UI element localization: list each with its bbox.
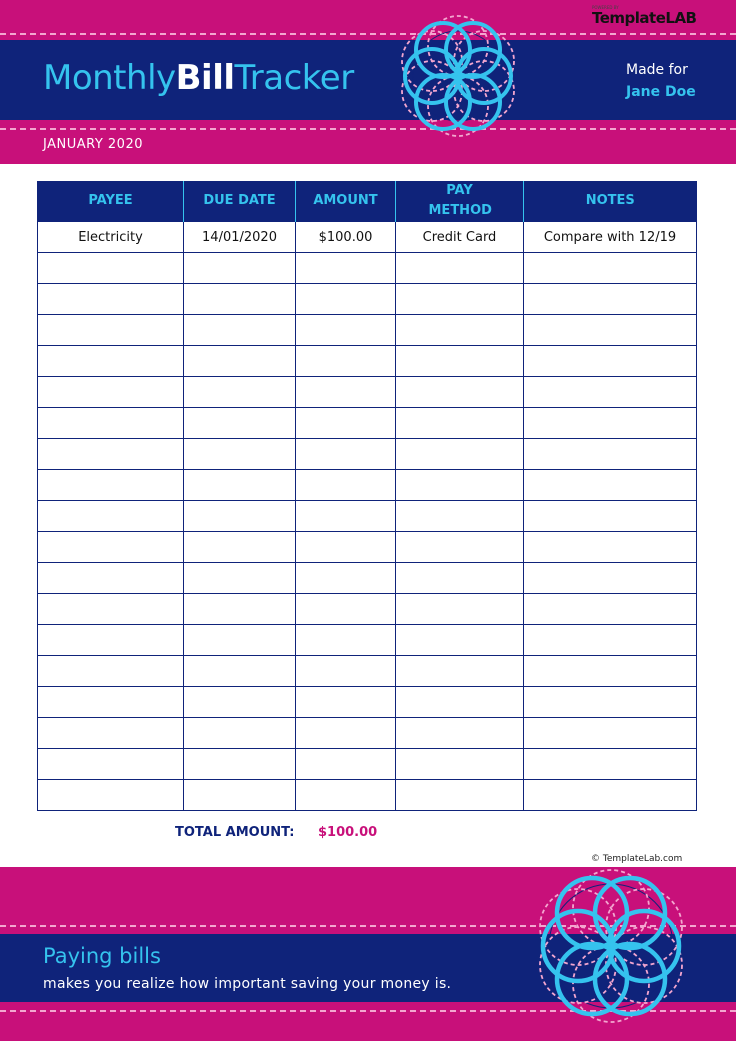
cell-due-date[interactable]	[184, 346, 296, 377]
table-row	[38, 284, 697, 315]
column-header-notes: NOTES	[524, 181, 697, 222]
cell-amount[interactable]	[296, 346, 396, 377]
cell-payee[interactable]	[38, 532, 184, 563]
cell-payee[interactable]	[38, 501, 184, 532]
table-row	[38, 594, 697, 625]
cell-notes[interactable]	[524, 687, 697, 718]
cell-due-date[interactable]	[184, 532, 296, 563]
header-dash-bottom	[0, 128, 736, 130]
cell-notes[interactable]	[524, 439, 697, 470]
cell-notes[interactable]	[524, 563, 697, 594]
column-header-amount: AMOUNT	[296, 181, 396, 222]
cell-due-date[interactable]	[184, 780, 296, 811]
cell-payee[interactable]	[38, 625, 184, 656]
cell-pay-method[interactable]	[396, 408, 524, 439]
cell-due-date[interactable]	[184, 749, 296, 780]
table-header-row	[38, 181, 697, 222]
cell-notes[interactable]	[524, 625, 697, 656]
cell-notes[interactable]: Compare with 12/19	[524, 222, 697, 253]
table-row	[38, 253, 697, 284]
table-row	[38, 377, 697, 408]
cell-notes[interactable]	[524, 594, 697, 625]
column-header-due-date: DUE DATE	[184, 181, 296, 222]
month-label: JANUARY 2020	[43, 137, 143, 152]
cell-due-date[interactable]	[184, 563, 296, 594]
table-row	[38, 749, 697, 780]
cell-notes[interactable]	[524, 315, 697, 346]
cell-payee[interactable]	[38, 718, 184, 749]
cell-pay-method[interactable]	[396, 532, 524, 563]
total-amount-value: $100.00	[318, 825, 378, 840]
cell-amount[interactable]	[296, 625, 396, 656]
cell-payee[interactable]	[38, 749, 184, 780]
cell-pay-method[interactable]	[396, 439, 524, 470]
cell-amount[interactable]	[296, 532, 396, 563]
table-row	[38, 656, 697, 687]
table-row	[38, 470, 697, 501]
cell-due-date[interactable]	[184, 439, 296, 470]
cell-payee[interactable]	[38, 377, 184, 408]
cell-amount[interactable]	[296, 749, 396, 780]
cell-notes[interactable]	[524, 284, 697, 315]
cell-amount[interactable]	[296, 656, 396, 687]
cell-due-date[interactable]	[184, 284, 296, 315]
cell-due-date[interactable]	[184, 408, 296, 439]
cell-due-date[interactable]	[184, 253, 296, 284]
cell-notes[interactable]	[524, 780, 697, 811]
cell-amount[interactable]	[296, 377, 396, 408]
cell-payee[interactable]	[38, 687, 184, 718]
cell-notes[interactable]	[524, 749, 697, 780]
page-title: MonthlyBillTracker	[43, 58, 354, 98]
cell-pay-method[interactable]	[396, 749, 524, 780]
cell-amount[interactable]	[296, 439, 396, 470]
cell-payee[interactable]	[38, 780, 184, 811]
table-row	[38, 222, 697, 253]
cell-notes[interactable]	[524, 253, 697, 284]
table-row	[38, 501, 697, 532]
footer-heading: Paying bills	[43, 944, 161, 968]
templatelab-logo: POWERED BY TemplateLAB	[592, 5, 697, 27]
cell-payee[interactable]	[38, 439, 184, 470]
cell-notes[interactable]	[524, 470, 697, 501]
cell-payee[interactable]	[38, 656, 184, 687]
cell-due-date[interactable]	[184, 656, 296, 687]
cell-pay-method[interactable]: Credit Card	[396, 222, 524, 253]
flower-ornament-icon	[392, 12, 524, 140]
cell-amount[interactable]	[296, 780, 396, 811]
cell-pay-method[interactable]	[396, 284, 524, 315]
cell-pay-method[interactable]	[396, 501, 524, 532]
column-header-pay-method: PAY METHOD	[396, 181, 524, 222]
column-header-payee: PAYEE	[38, 181, 184, 222]
cell-pay-method[interactable]	[396, 687, 524, 718]
cell-notes[interactable]	[524, 346, 697, 377]
cell-pay-method[interactable]	[396, 470, 524, 501]
cell-amount[interactable]	[296, 687, 396, 718]
made-for-label: Made for	[626, 62, 688, 78]
cell-due-date[interactable]	[184, 594, 296, 625]
cell-amount[interactable]	[296, 718, 396, 749]
footer-flower-ornament-icon	[531, 866, 691, 1026]
cell-notes[interactable]	[524, 501, 697, 532]
bill-table	[37, 181, 697, 811]
table-row	[38, 439, 697, 470]
table-row	[38, 315, 697, 346]
cell-amount[interactable]	[296, 501, 396, 532]
cell-amount[interactable]	[296, 470, 396, 501]
cell-notes[interactable]	[524, 532, 697, 563]
total-amount-label: TOTAL AMOUNT:	[175, 825, 295, 840]
table-row	[38, 408, 697, 439]
cell-pay-method[interactable]	[396, 625, 524, 656]
cell-amount[interactable]	[296, 594, 396, 625]
table-row	[38, 532, 697, 563]
cell-amount[interactable]	[296, 284, 396, 315]
cell-due-date[interactable]	[184, 470, 296, 501]
table-row	[38, 687, 697, 718]
cell-pay-method[interactable]	[396, 253, 524, 284]
cell-pay-method[interactable]	[396, 594, 524, 625]
cell-pay-method[interactable]	[396, 377, 524, 408]
table-row	[38, 625, 697, 656]
cell-pay-method[interactable]	[396, 346, 524, 377]
cell-pay-method[interactable]	[396, 563, 524, 594]
cell-pay-method[interactable]	[396, 656, 524, 687]
cell-pay-method[interactable]	[396, 315, 524, 346]
table-row	[38, 346, 697, 377]
cell-due-date[interactable]	[184, 687, 296, 718]
copyright-text: © TemplateLab.com	[591, 854, 683, 864]
table-row	[38, 563, 697, 594]
cell-due-date[interactable]: 14/01/2020	[184, 222, 296, 253]
cell-notes[interactable]	[524, 718, 697, 749]
cell-payee[interactable]	[38, 408, 184, 439]
cell-payee[interactable]	[38, 470, 184, 501]
cell-amount[interactable]	[296, 253, 396, 284]
table-row	[38, 780, 697, 811]
cell-payee[interactable]	[38, 563, 184, 594]
cell-pay-method[interactable]	[396, 718, 524, 749]
cell-payee[interactable]	[38, 315, 184, 346]
cell-notes[interactable]	[524, 408, 697, 439]
header-dash-top	[0, 33, 736, 35]
cell-due-date[interactable]	[184, 315, 296, 346]
cell-due-date[interactable]	[184, 501, 296, 532]
cell-amount[interactable]	[296, 315, 396, 346]
cell-payee[interactable]	[38, 594, 184, 625]
made-for-name: Jane Doe	[626, 84, 696, 100]
cell-due-date[interactable]	[184, 718, 296, 749]
cell-amount[interactable]	[296, 563, 396, 594]
cell-payee[interactable]	[38, 253, 184, 284]
cell-amount[interactable]	[296, 408, 396, 439]
footer-subtext: makes you realize how important saving your money is.	[43, 976, 452, 992]
cell-notes[interactable]	[524, 377, 697, 408]
cell-pay-method[interactable]	[396, 780, 524, 811]
table-row	[38, 718, 697, 749]
cell-payee[interactable]: Electricity	[38, 222, 184, 253]
cell-due-date[interactable]	[184, 625, 296, 656]
cell-payee[interactable]	[38, 284, 184, 315]
cell-notes[interactable]	[524, 656, 697, 687]
cell-due-date[interactable]	[184, 377, 296, 408]
cell-payee[interactable]	[38, 346, 184, 377]
cell-amount[interactable]: $100.00	[296, 222, 396, 253]
